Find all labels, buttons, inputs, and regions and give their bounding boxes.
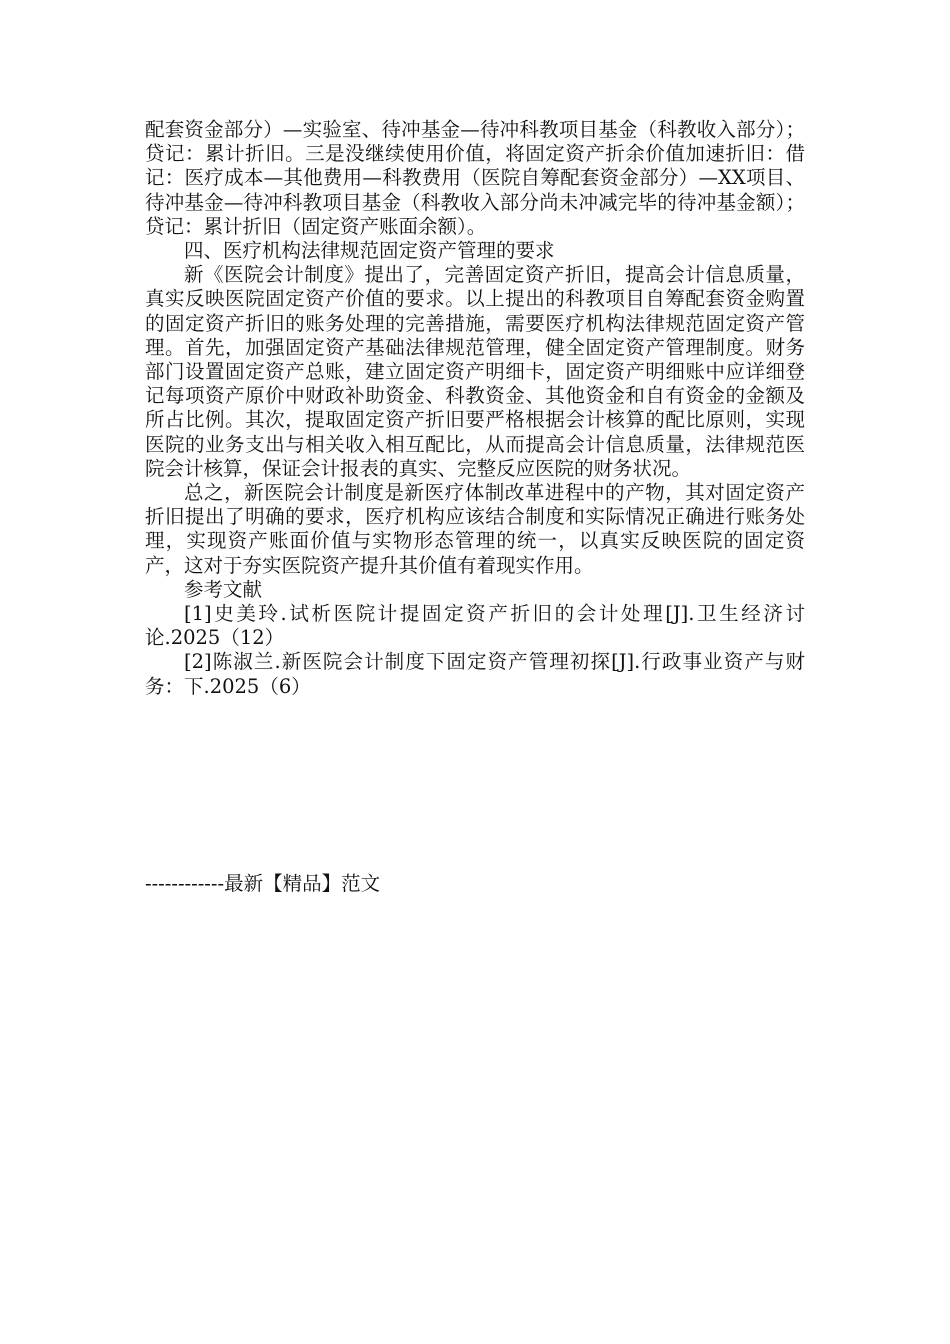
paragraph-requirements: 新《医院会计制度》提出了，完善固定资产折旧，提高会计信息质量，真实反映医院固定资产价值的要求。以上提出的科教项目自筹配套资金购置的固定资产折旧的账务处理的完善措施，需要医疗机构法律规范固定资产管理。首先，加强固定资产基础法律规范管理，健全固定资产管理制度。财务部门设置固定资产总账，建立固定资产明细卡，固定资产明细账中应详细登记每项资产原价中财政补助资金、科教资金、其他资金和自有资金的金额及所占比例。其次，提取固定资产折旧要严格根据会计核算的配比原则，实现医院的业务支出与相关收入相互配比，从而提高会计信息质量，法律规范医院会计核算，保证会计报表的真实、完整反应医院的财务状况。	[145, 263, 805, 480]
footer-tagline: ------------最新【精品】范文	[145, 872, 381, 895]
reference-item: [2]陈淑兰.新医院会计制度下固定资产管理初探[J].行政事业资产与财务：下.2025（6）	[145, 650, 805, 698]
reference-item: [1]史美玲.试析医院计提固定资产折旧的会计处理[J].卫生经济讨论.2025（12）	[145, 602, 805, 650]
references-heading: 参考文献	[184, 577, 263, 601]
paragraph-continuation: 配套资金部分）—实验室、待冲基金—待冲科教项目基金（科教收入部分）；贷记：累计折旧。三是没继续使用价值，将固定资产折余价值加速折旧：借记：医疗成本—其他费用—科教费用（医院自筹配套资金部分）—XX项目、待冲基金—待冲科教项目基金（科教收入部分尚未冲减完毕的待冲基金额）；贷记：累计折旧（固定资产账面余额）。	[145, 118, 805, 238]
paragraph-conclusion: 总之，新医院会计制度是新医疗体制改革进程中的产物，其对固定资产折旧提出了明确的要求，医疗机构应该结合制度和实际情况正确进行账务处理，实现资产账面价值与实物形态管理的统一，以真实反映医院的固定资产，这对于夯实医院资产提升其价值有着现实作用。	[145, 481, 805, 577]
section-heading: 四、医疗机构法律规范固定资产管理的要求	[184, 239, 555, 263]
document-body	[145, 118, 805, 699]
